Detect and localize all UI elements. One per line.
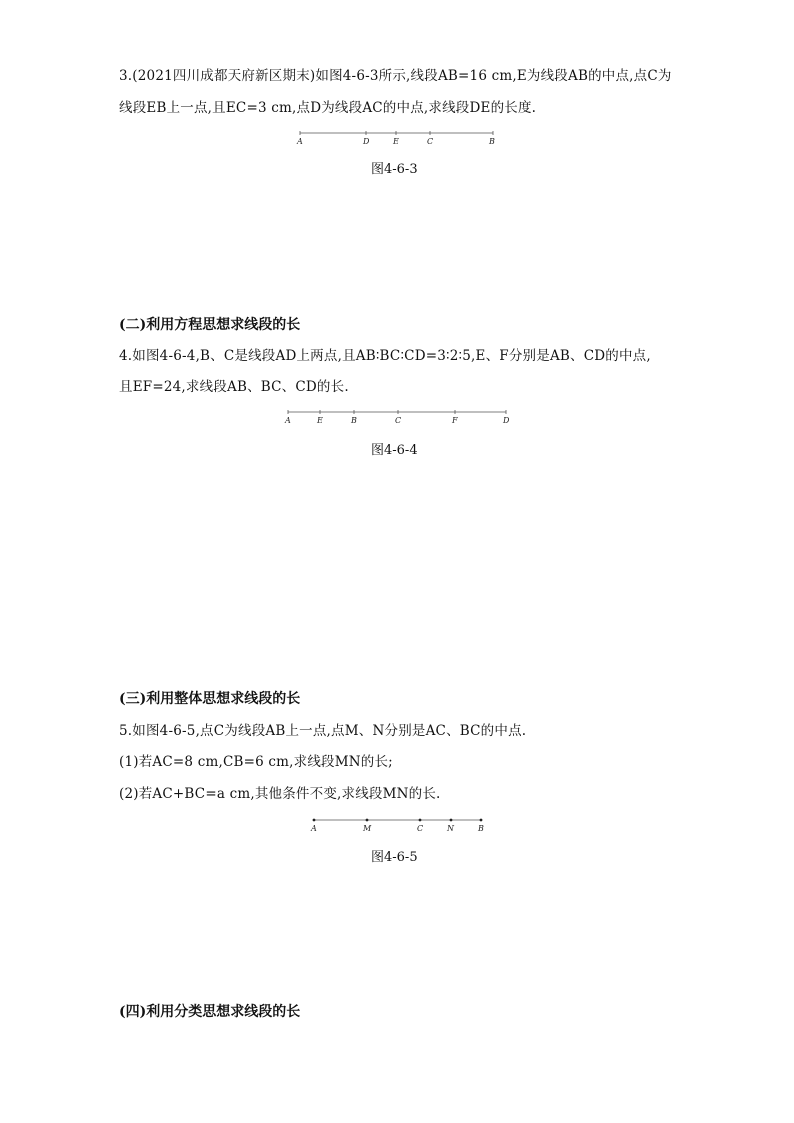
point-label-A: A [285, 416, 291, 425]
point-label-N: N [447, 824, 454, 833]
figure-4-6-5 [304, 813, 494, 835]
point-label-E: E [393, 137, 399, 146]
section-heading-4: (四)利用分类思想求线段的长 [119, 1004, 301, 1020]
point-label-B: B [489, 137, 495, 146]
q5-text-line-3: (2)若AC+BC=a cm,其他条件不变,求线段MN的长. [119, 786, 441, 802]
figure-caption-4-6-4: 图4-6-4 [371, 443, 418, 458]
point-label-A: A [297, 137, 303, 146]
point-label-C: C [427, 137, 434, 146]
point-label-F: F [452, 416, 458, 425]
q5-text-line-2: (1)若AC=8 cm,CB=6 cm,求线段MN的长; [119, 754, 393, 770]
q4-text-line-2: 且EF=24,求线段AB、BC、CD的长. [119, 379, 349, 395]
point-label-E: E [317, 416, 323, 425]
figure-4-6-4 [278, 405, 518, 427]
point-label-B: B [351, 416, 357, 425]
figure-caption-4-6-3: 图4-6-3 [371, 162, 418, 177]
figure-caption-4-6-5: 图4-6-5 [371, 850, 418, 865]
point-label-B: B [478, 824, 484, 833]
point-label-A: A [311, 824, 317, 833]
point-label-D: D [363, 137, 370, 146]
point-label-C: C [395, 416, 402, 425]
q5-text-line-1: 5.如图4-6-5,点C为线段AB上一点,点M、N分别是AC、BC的中点. [119, 723, 527, 739]
figure-4-6-3 [290, 126, 505, 148]
section-heading-2: (二)利用方程思想求线段的长 [119, 317, 301, 333]
q3-text-line-2: 线段EB上一点,且EC=3 cm,点D为线段AC的中点,求线段DE的长度. [119, 100, 537, 116]
q3-text-line-1: 3.(2021四川成都天府新区期末)如图4-6-3所示,线段AB=16 cm,E为线段AB的中点,点C为 [119, 68, 672, 84]
point-label-C: C [417, 824, 424, 833]
q4-text-line-1: 4.如图4-6-4,B、C是线段AD上两点,且AB∶BC∶CD=3∶2∶5,E、F分别是AB、CD的中点, [119, 348, 651, 364]
point-label-M: M [363, 824, 372, 833]
section-heading-3: (三)利用整体思想求线段的长 [119, 691, 301, 707]
point-label-D: D [503, 416, 510, 425]
